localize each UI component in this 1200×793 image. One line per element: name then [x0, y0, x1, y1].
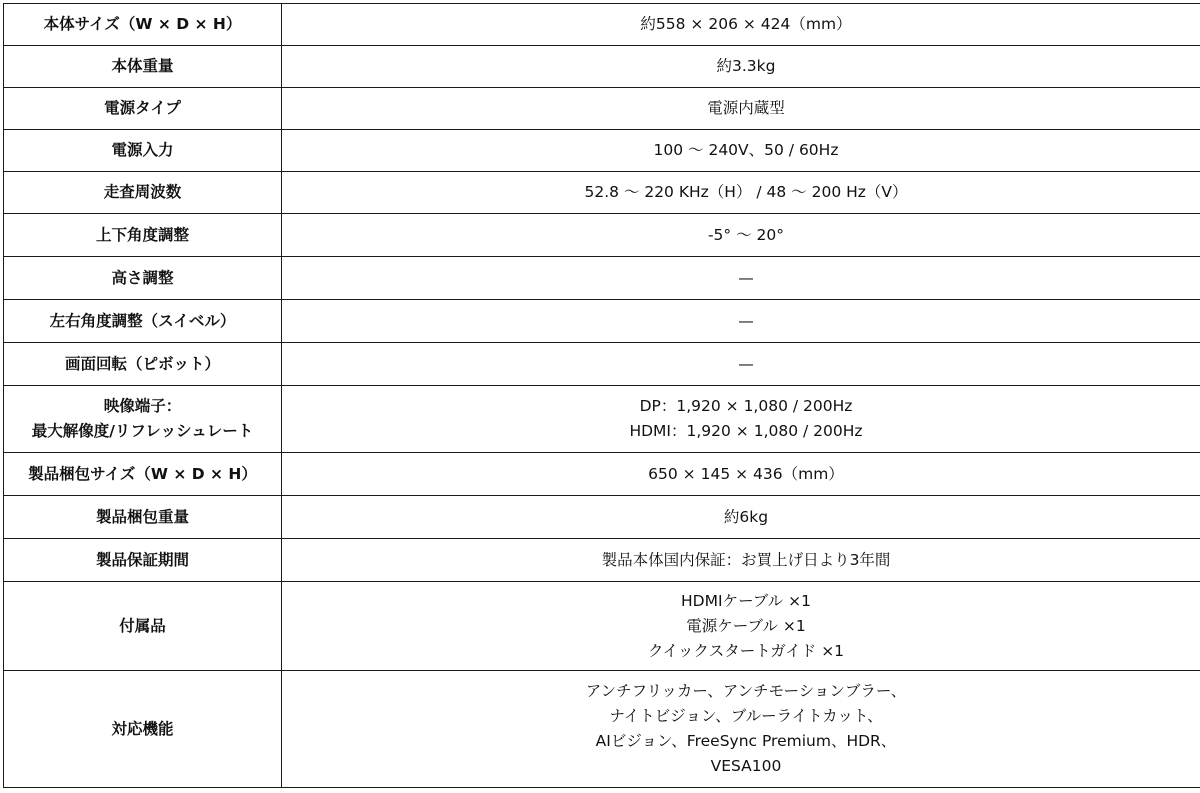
spec-value: DP：1,920 × 1,080 / 200Hz HDMI：1,920 × 1,080 / 200Hz: [282, 386, 1200, 453]
spec-row-height-adjust: [4, 257, 1200, 300]
spec-row-scan-frequency: [4, 172, 1200, 214]
spec-label: 対応機能: [4, 671, 282, 788]
spec-value: 製品本体国内保証：お買上げ日より3年間: [282, 539, 1200, 582]
spec-label: 製品梱包重量: [4, 496, 282, 539]
spec-value: 約558 × 206 × 424（mm）: [282, 4, 1200, 46]
spec-label: 左右角度調整（スイベル）: [4, 300, 282, 343]
spec-row-body-size: [4, 4, 1200, 46]
spec-label: 走査周波数: [4, 172, 282, 214]
spec-value: 約3.3kg: [282, 46, 1200, 88]
spec-label: 製品保証期間: [4, 539, 282, 582]
spec-row-package-size: [4, 453, 1200, 496]
spec-row-swivel: [4, 300, 1200, 343]
spec-label: 画面回転（ピボット）: [4, 343, 282, 386]
spec-row-video-ports: [4, 386, 1200, 453]
spec-row-power-input: [4, 130, 1200, 172]
spec-value: —: [282, 257, 1200, 300]
spec-row-package-weight: [4, 496, 1200, 539]
spec-row-warranty: [4, 539, 1200, 582]
spec-label: 高さ調整: [4, 257, 282, 300]
spec-row-power-type: [4, 88, 1200, 130]
spec-value: —: [282, 343, 1200, 386]
spec-value: -5° ～ 20°: [282, 214, 1200, 257]
spec-row-pivot: [4, 343, 1200, 386]
spec-value: 650 × 145 × 436（mm）: [282, 453, 1200, 496]
spec-row-body-weight: [4, 46, 1200, 88]
spec-value: 電源内蔵型: [282, 88, 1200, 130]
spec-label: 本体サイズ（W × D × H）: [4, 4, 282, 46]
spec-label: 電源入力: [4, 130, 282, 172]
spec-value: 100 ～ 240V、50 / 60Hz: [282, 130, 1200, 172]
spec-label: 本体重量: [4, 46, 282, 88]
spec-label: 電源タイプ: [4, 88, 282, 130]
spec-value: アンチフリッカー、アンチモーションブラー、 ナイトビジョン、ブルーライトカット、 AIビジョン、FreeSync Premium、HDR、 VESA100: [282, 671, 1200, 788]
spec-label: 映像端子： 最大解像度/リフレッシュレート: [4, 386, 282, 453]
spec-label: 付属品: [4, 582, 282, 671]
spec-value: 約6kg: [282, 496, 1200, 539]
spec-label: 製品梱包サイズ（W × D × H）: [4, 453, 282, 496]
spec-row-tilt: [4, 214, 1200, 257]
spec-value: —: [282, 300, 1200, 343]
spec-value: HDMIケーブル ×1 電源ケーブル ×1 クイックスタートガイド ×1: [282, 582, 1200, 671]
spec-row-accessories: [4, 582, 1200, 671]
spec-row-features: [4, 671, 1200, 788]
spec-label: 上下角度調整: [4, 214, 282, 257]
spec-value: 52.8 ～ 220 KHz（H） / 48 ～ 200 Hz（V）: [282, 172, 1200, 214]
spec-table: [3, 3, 1200, 788]
